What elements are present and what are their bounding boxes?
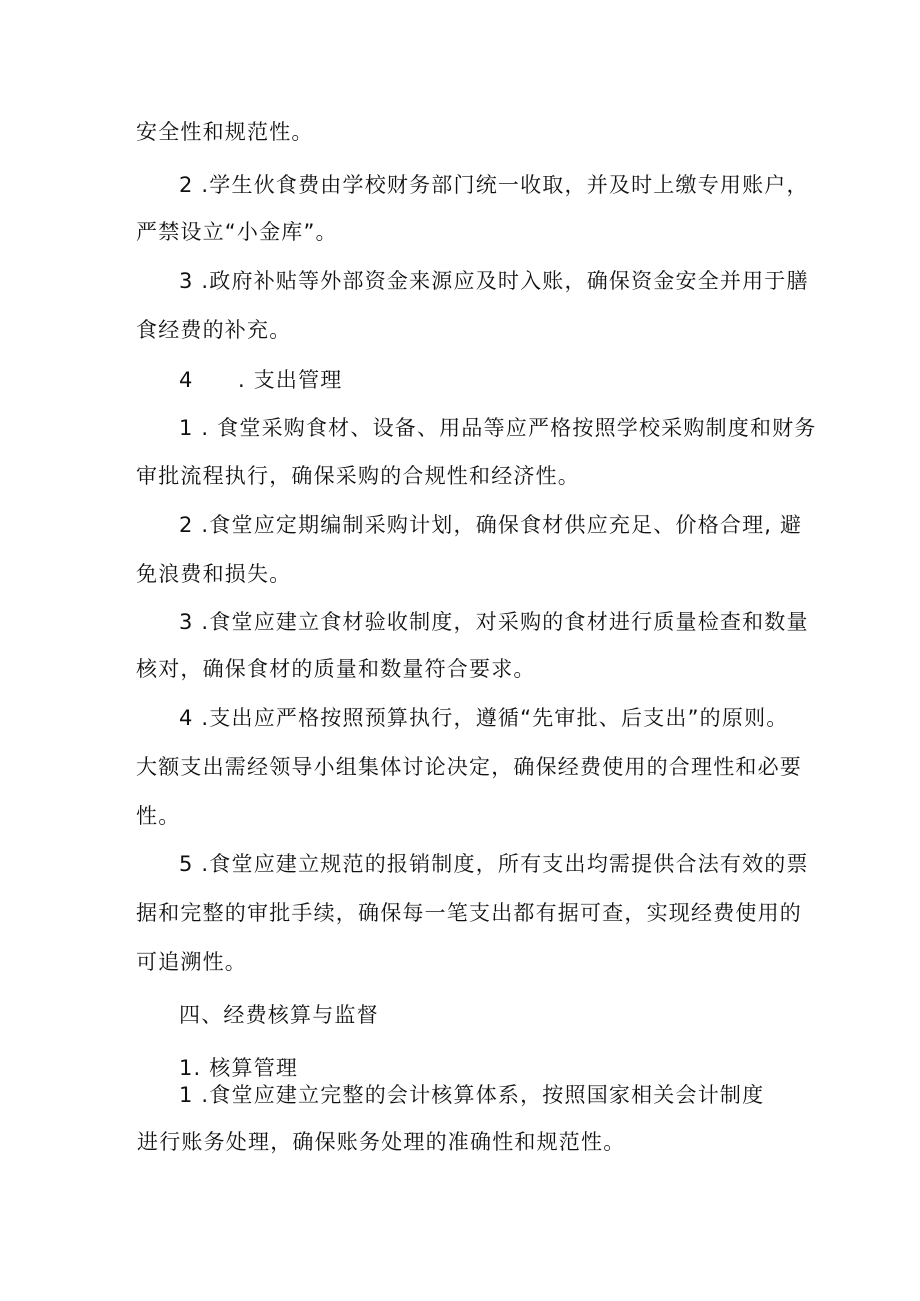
text-line: 1 . 食堂采购食材、设备、用品等应严格按照学校采购制度和财务 — [179, 416, 817, 440]
subsection-heading: 1. 核算管理 — [179, 1056, 299, 1080]
text-line: 性。 — [136, 804, 181, 828]
text-line: 可追溯性。 — [136, 950, 247, 974]
text-line: 免浪费和损失。 — [136, 562, 292, 586]
text-line: 安全性和规范性。 — [136, 120, 314, 144]
text-line: 食经费的补充。 — [136, 318, 292, 342]
text-line: 进行账务处理，确保账务处理的准确性和规范性。 — [137, 1130, 626, 1154]
section-heading: 四、经费核算与监督 — [179, 1003, 379, 1027]
text-line: 2 .学生伙食费由学校财务部门统一收取，并及时上缴专用账户， — [179, 173, 809, 197]
text-line: 核对，确保食材的质量和数量符合要求。 — [136, 657, 536, 681]
text-line: 据和完整的审批手续，确保每一笔支出都有据可查，实现经费使用的 — [136, 901, 802, 925]
text-line: 审批流程执行，确保采购的合规性和经济性。 — [136, 464, 580, 488]
text-line: 3 .食堂应建立食材验收制度，对采购的食材进行质量检查和数量 — [179, 610, 809, 634]
text-line: 2 .食堂应定期编制采购计划，确保食材供应充足、价格合理, 避 — [179, 513, 803, 537]
text-line: 大额支出需经领导小组集体讨论决定，确保经费使用的合理性和必要 — [136, 755, 802, 779]
text-line: 4 .支出应严格按照预算执行，遵循“先审批、后支出”的原则。 — [179, 706, 789, 730]
text-line: 严禁设立“小金库”。 — [136, 220, 338, 244]
section-heading: 4 . 支出管理 — [179, 368, 343, 392]
text-line: 3 .政府补贴等外部资金来源应及时入账，确保资金安全并用于膳 — [179, 269, 809, 293]
text-line: 1 .食堂应建立完整的会计核算体系，按照国家相关会计制度 — [179, 1083, 765, 1107]
text-line: 5 .食堂应建立规范的报销制度，所有支出均需提供合法有效的票 — [179, 852, 809, 876]
